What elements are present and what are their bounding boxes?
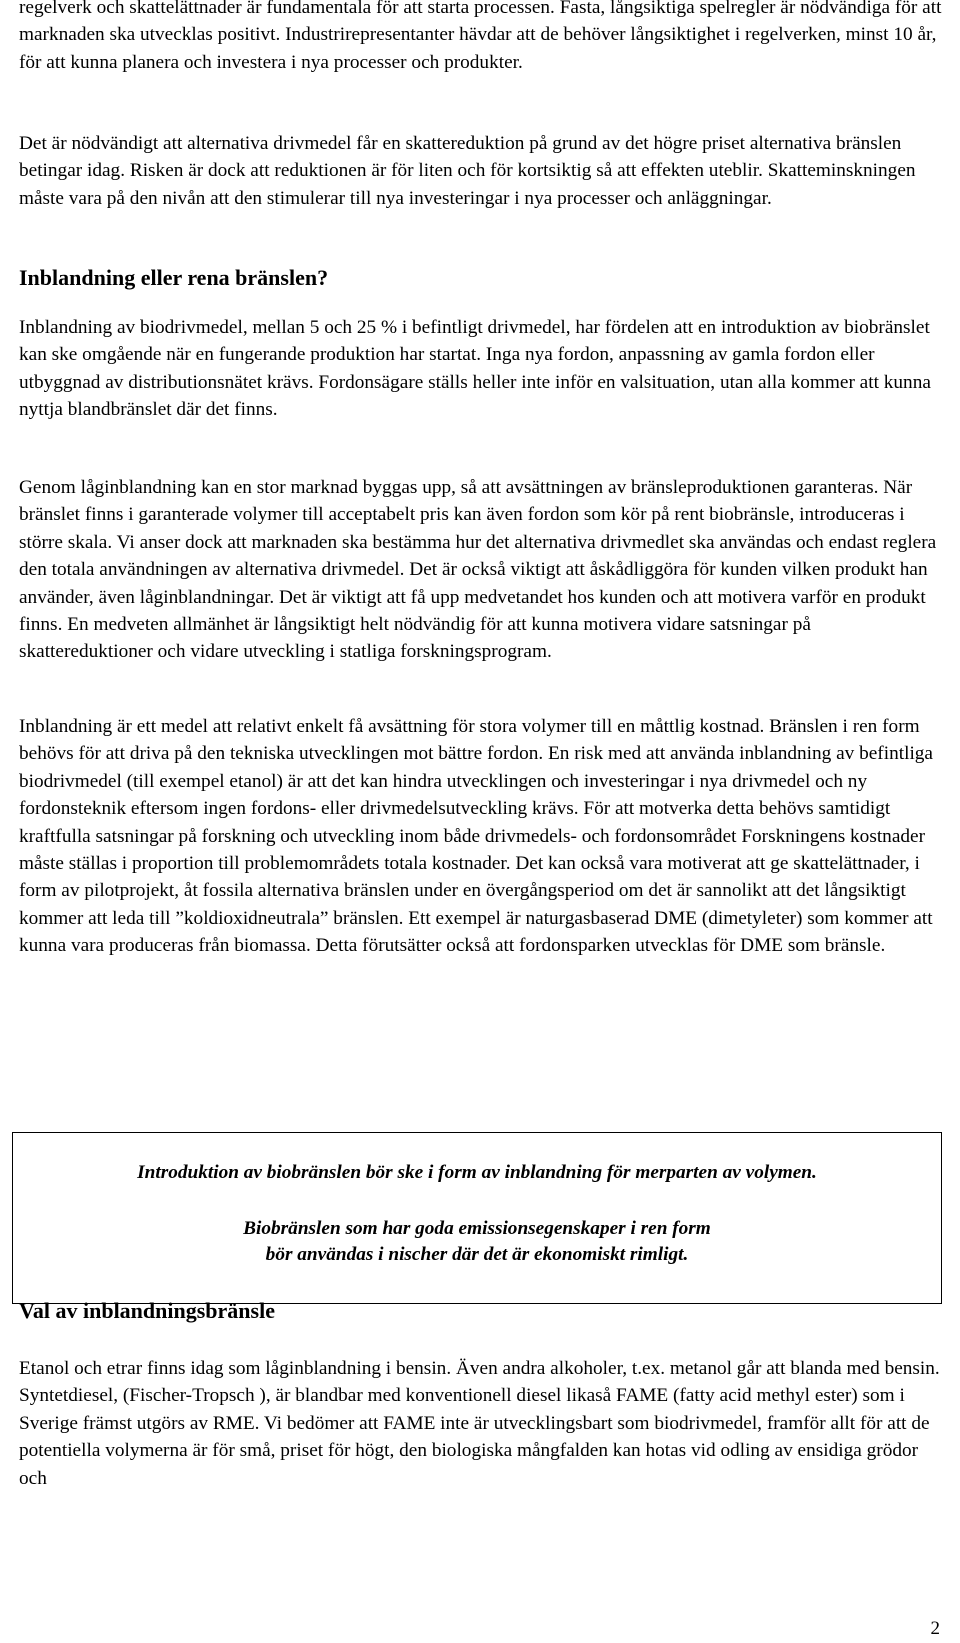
paragraph-ethanol-ethers: Etanol och etrar finns idag som låginblandning i bensin. Även andra alkoholer, t.ex. metanol går att blanda med bensin. Syntetdiesel, (Fischer-Tropsch ), är blandbar med konventionell diesel likaså FAME (fatty acid methyl ester) som i Sverige främst utgörs av RME. Vi bedömer att FAME inte är utvecklingsbart som biodrivmedel, framför allt för att de potentiella volymerna är för små, priset för högt, den biologiska mångfalden kan hotas vid odling av ensidiga grödor och [19,1358,940,1489]
heading-choice-of-blend-fuel: Val av inblandningsbränsle [19,1298,275,1323]
paragraph-low-blending-market: Genom låginblandning kan en stor marknad byggas upp, så att avsättningen av bränsleproduktionen garanteras. När bränslet finns i garanterade volymer till acceptabelt pris kan även fordon som kör på rent biobränsle, introduceras i större skala. Vi anser dock att marknaden ska bestämma hur det alternativa drivmedlet ska användas och endast reglera den totala användningen av alternativa drivmedel. Det är också viktigt att åskådliggöra för kunden vilken produkt han använder, även låginblandningar. Det är viktigt att få upp medvetandet hos kunden och att motivera varför en produkt finns. En medveten allmänhet är långsiktigt helt nödvändig för att kunna motivera vidare satsningar på skattereduktioner och vidare utveckling i statliga forskningsprogram. [19,477,937,663]
heading-blending-or-pure: Inblandning eller rena bränslen? [19,265,329,290]
conclusion-box [12,1132,942,1304]
conclusion-line-1: Introduktion av biobränslen bör ske i form av inblandning för merparten av volymen. [137,1162,817,1183]
paragraph-blending-advantages: Inblandning av biodrivmedel, mellan 5 och 25 % i befintligt drivmedel, har fördelen att en introduktion av biobränslet kan ske omgående när en fungerande produktion har startat. Inga nya fordon, anpassning av gamla fordon eller utbyggnad av distributionsnätet krävs. Fordonsägare ställs heller inte inför en valsituation, utan alla kommer att kunna nyttja blandbränslet där det finns. [19,317,931,421]
paragraph-tax-reduction: Det är nödvändigt att alternativa drivmedel får en skattereduktion på grund av det högre priset alternativa bränslen betingar idag. Risken är dock att reduktionen är för liten och för kortsiktig så att effekten uteblir. Skatteminskningen måste vara på den nivån att den stimulerar till nya investeringar i nya processer och anläggningar. [19,133,916,209]
page-number: 2 [930,1618,940,1639]
conclusion-line-3: bör användas i nischer där det är ekonomiskt rimligt. [265,1244,689,1265]
paragraph-regulations: regelverk och skattelättnader är fundamentala för att starta processen. Fasta, långsiktiga spelregler är nödvändiga för att marknaden ska utvecklas positivt. Industrirepresentanter hävdar att de behöver långsiktighet i regelverken, minst 10 år, för att kunna planera och investera i nya processer och produkter. [19,0,942,73]
conclusion-line-2: Biobränslen som har goda emissionsegenskaper i ren form [243,1218,711,1239]
paragraph-blending-means: Inblandning är ett medel att relativt enkelt få avsättning för stora volymer till en måttlig kostnad. Bränslen i ren form behövs för att driva på den tekniska utvecklingen mot bättre fordon. En risk med att använda inblandning av befintliga biodrivmedel (till exempel etanol) är att det kan hindra utvecklingen och investeringar i nya drivmedel och ny fordonsteknik eftersom ingen fordons- eller drivmedelsutveckling krävs. För att motverka detta behövs samtidigt kraftfulla satsningar på forskning och utveckling inom både drivmedels- och fordonsområdet Forskningens kostnader måste ställas i proportion till problemområdets totala kostnader. Det kan också vara motiverat att ge skattelättnader, i form av pilotprojekt, åt fossila alternativa bränslen under en övergångsperiod om det är sannolikt att det långsiktigt kommer att leda till ”koldioxidneutrala” bränslen. Ett exempel är naturgasbaserad DME (dimetyleter) som kommer att kunna vara produceras från biomassa. Detta förutsätter också att fordonsparken utvecklas för DME som bränsle. [19,716,933,957]
